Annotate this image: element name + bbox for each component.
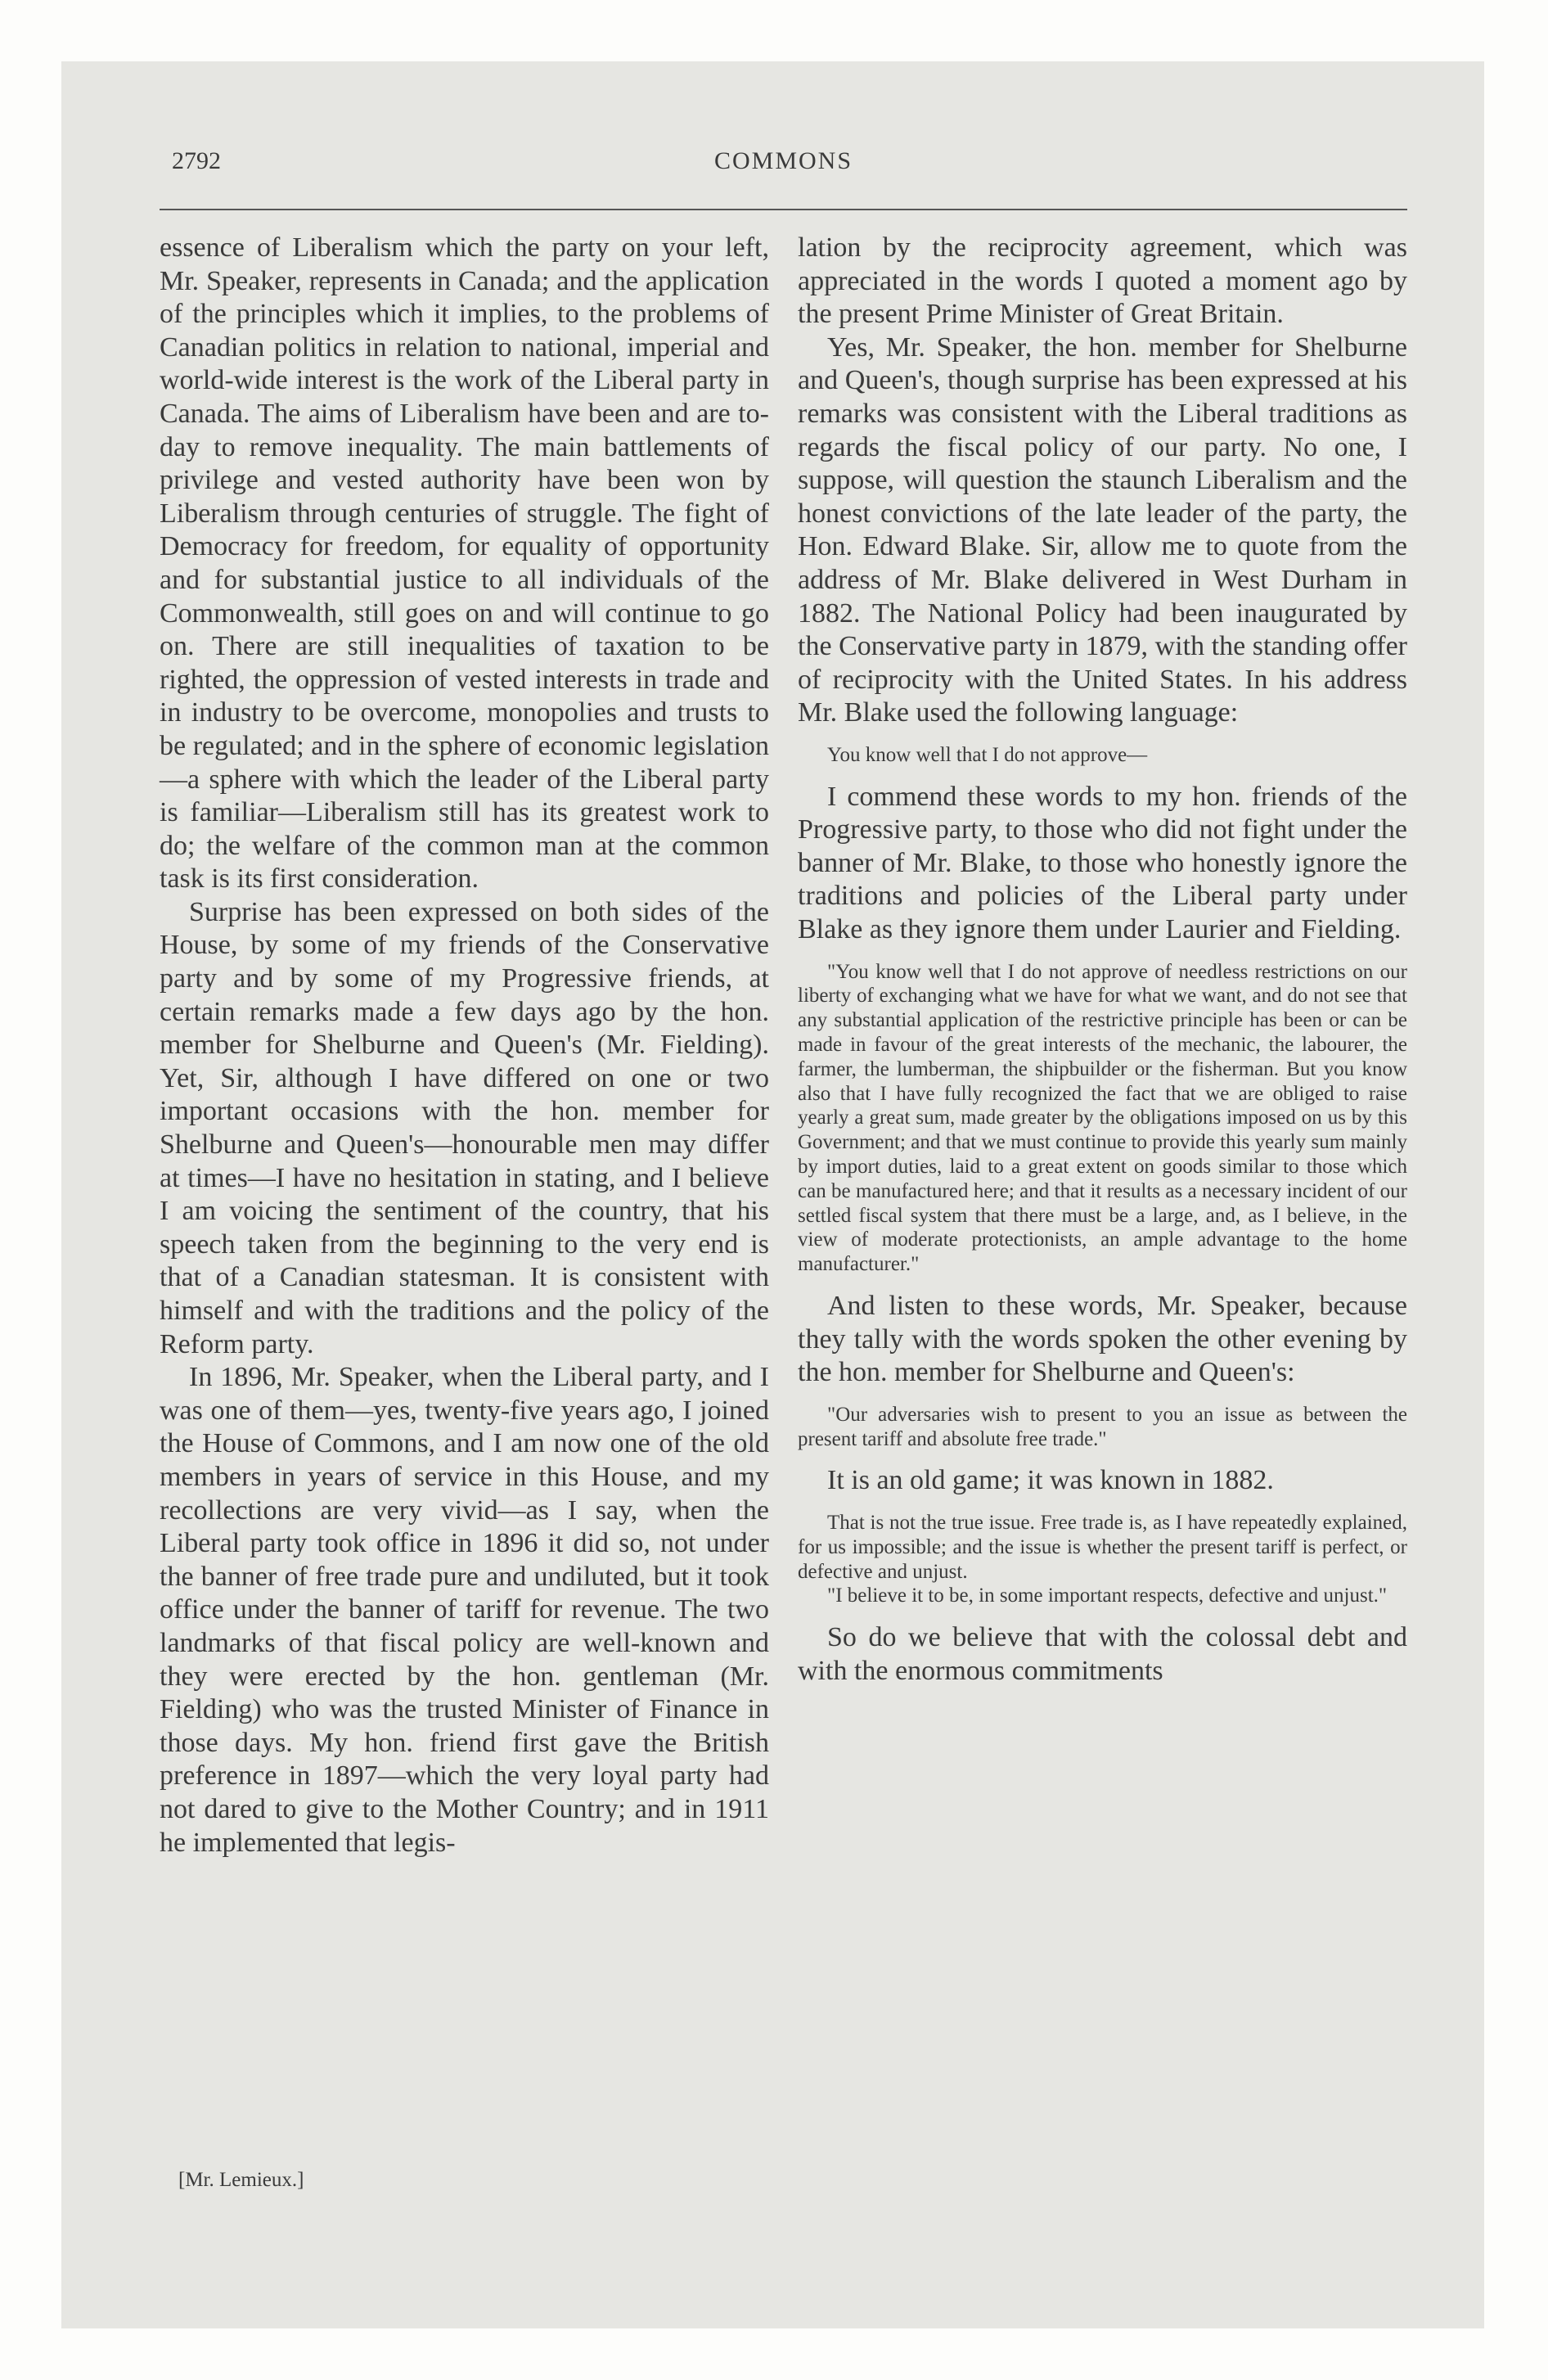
paragraph: In 1896, Mr. Speaker, when the Liberal party, and I was one of them—yes, twenty-five years ago, I joined the House of Commons, and I am now one of the old members in years of service in this House, and my recollections are very vivid—as I say, when the Liberal party took office in 1896 it did so, not under the banner of free trade pure and undiluted, but it took office under the banner of tariff for revenue. The two landmarks of that fiscal policy are well-known and they were erected by the hon. gentleman (Mr. Fielding) who was the trusted Minister of Finance in those days. My hon. friend first gave the British preference in 1897—which the very loyal party had not dared to give to the Mother Country; and in 1911 he implemented that legis- (160, 1362, 769, 1858)
block-quote: "Our adversaries wish to present to you an issue as between the present tariff and absolute free trade." (798, 1403, 1407, 1450)
paragraph: Surprise has been expressed on both sides of the House, by some of my friends of the Conservative party and by some of my Progressive friends, at certain remarks made a few days ago by the hon. member for Shelburne and Queen's (Mr. Fielding). Yet, Sir, although I have differed on one or two important occasions with the hon. member for Shelburne and Queen's—honourable men may differ at times—I have no hesitation in stating, and I believe I am voicing the sentiment of the country, that his speech taken from the beginning to the very end is that of a Canadian statesman. It is consistent with himself and with the traditions and the policy of the Reform party. (160, 896, 769, 1359)
paragraph: lation by the reciprocity agreement, which was appreciated in the words I quoted a moment ago by the present Prime Minister of Great Britain. (798, 232, 1407, 330)
block-quote: "I believe it to be, in some important respects, defective and unjust." (827, 1584, 1388, 1607)
paragraph: essence of Liberalism which the party on your left, Mr. Speaker, represents in Canada; and the application of the principles which it implies, to the problems of Canadian politics in relation to national, imperial and world-wide interest is the work of the Liberal party in Canada. The aims of Liberalism have been and are to-day to remove inequality. The main battlements of privilege and vested authority have been won by Liberalism through centuries of struggle. The fight of Democracy for freedom, for equality of opportunity and for substantial justice to all individuals of the Commonwealth, still goes on and will continue to go on. There are still inequalities of taxation to be righted, the oppression of vested interests in trade and in industry to be overcome, monopolies and trusts to be regulated; and in the sphere of economic legislation—a sphere with which the leader of the Liberal party is familiar—Liberalism still has its greatest work to do; the welfare of the common man at the common task is its first consideration. (160, 232, 769, 895)
paragraph: Yes, Mr. Speaker, the hon. member for Shelburne and Queen's, though surprise has been expressed at his remarks was consistent with the Liberal traditions as regards the fiscal policy of our party. No one, I suppose, will question the staunch Liberalism and the honest convictions of the late leader of the party, the Hon. Edward Blake. Sir, allow me to quote from the address of Mr. Blake delivered in West Durham in 1882. The National Policy had been inaugurated by the Conservative party in 1879, with the standing offer of reciprocity with the United States. In his address Mr. Blake used the following language: (798, 331, 1407, 728)
speaker-attribution: [Mr. Lemieux.] (178, 2169, 304, 2191)
right-column (798, 232, 1407, 1688)
running-head: COMMONS (713, 147, 853, 174)
paragraph: It is an old game; it was known in 1882. (827, 1465, 1274, 1496)
paragraph: So do we believe that with the colossal debt and with the enormous commitments (798, 1622, 1407, 1686)
paragraph: I commend these words to my hon. friends of the Progressive party, to those who did not fight under the banner of Mr. Blake, to those who honestly ignore the traditions and policies of the Liberal party under Blake as they ignore them under Laurier and Fielding. (798, 781, 1407, 945)
block-quote: That is not the true issue. Free trade is, as I have repeatedly explained, for us impossible; and the issue is whether the present tariff is perfect, or defective and unjust. (798, 1512, 1407, 1583)
block-quote: You know well that I do not approve— (827, 743, 1148, 766)
block-quote: "You know well that I do not approve of needless restrictions on our liberty of exchanging what we have for what we want, and do not see that any substantial application of the restrictive principle has been or can be made in favour of the great interests of the mechanic, the labourer, the farmer, the lumberman, the shipbuilder or the fisherman. But you know also that I have fully recognized the fact that we are obliged to raise yearly a great sum, made greater by the obligations imposed on us by this Government; and that we must continue to provide this yearly sum mainly by import duties, laid to a great extent on goods similar to those which can be manufactured here; and that it results as a necessary incident of our settled fiscal system that there must be a large, and, as I believe, in the view of moderate protectionists, an ample advantage to the home manufacturer." (798, 960, 1407, 1276)
left-column (160, 232, 769, 1859)
page-number: 2792 (172, 147, 221, 174)
header-rule (160, 209, 1407, 210)
paragraph: And listen to these words, Mr. Speaker, because they tally with the words spoken the other evening by the hon. member for Shelburne and Queen's: (798, 1291, 1407, 1388)
